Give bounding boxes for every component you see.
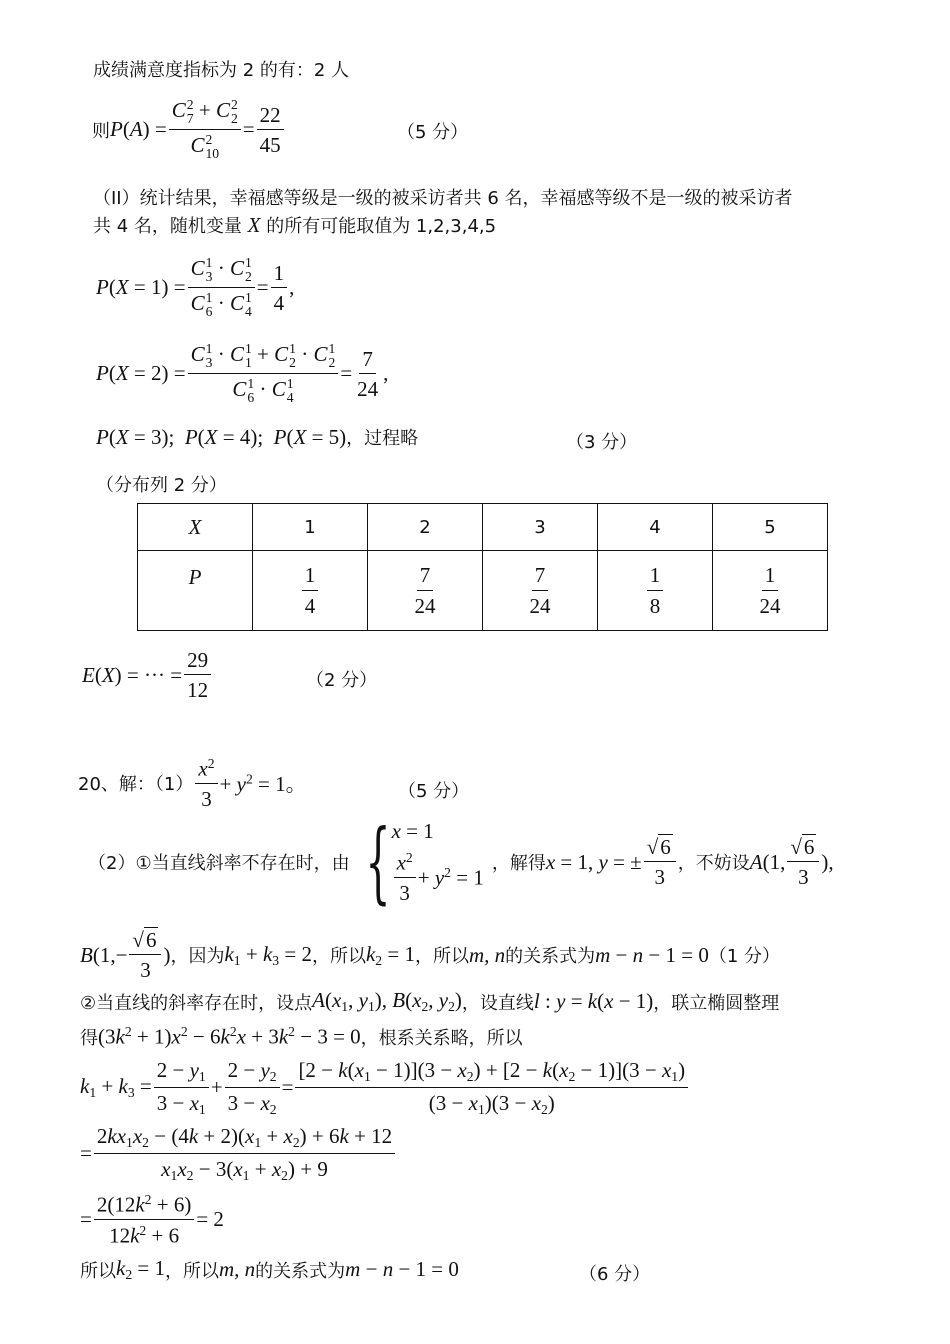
part2-text-a: （II）统计结果，幸福感等级是一级的被采访者共 6 名，幸福感等级不是一级的被采访者 (93, 188, 793, 209)
q20-part2-case1: （2）①当直线斜率不存在时，由 { x = 1 $\frac{x^2}{3}$ + $y^2 = 1$ ，解得 x = 1, y = ± $\frac{√6}{3}$ ，不妨设 A (1, $\frac{√6}{3}$ ), (88, 810, 834, 913)
prob-a-fraction: C 2 7 + C 2 2 C 2 10 (169, 98, 241, 161)
table-x-cell: 2 (368, 504, 483, 551)
table-p-cell: $\frac{7}{24}$ (483, 551, 598, 631)
table-x-label: X (138, 504, 253, 551)
expectation-formula: E(X) = ··· = $\frac{29}{12}$ (82, 648, 213, 702)
table-p-cell: $\frac{7}{24}$ (368, 551, 483, 631)
score-6: （6 分） (579, 1264, 651, 1285)
prob-a-formula: 则 P(A) = C 2 7 + C 2 2 C 2 10 = $\frac{22}{45}$ (92, 98, 286, 161)
table-p-cell: $\frac{1}{24}$ (713, 551, 828, 631)
q20-quadratic-line: 得 $(3k^2 + 1)x^2 - 6k^2x + 3k^2 - 3 = 0$ ，根系关系略，所以 (80, 1024, 523, 1049)
table-p-cell: $\frac{1}{8}$ (598, 551, 713, 631)
part2-text-b: 共 4 名，随机变量 X 的所有可能取值为 1,2,3,4,5 (93, 213, 497, 237)
prob-a-prefix: 则 (92, 120, 110, 142)
px345-line: P(X = 3); P(X = 4); P(X = 5) ，过程略 (96, 424, 419, 449)
score-3: （3 分） (566, 432, 638, 453)
distribution-table (137, 503, 828, 631)
q20-case2-line: ②当直线的斜率存在时，设点 $A(x_1$, $y_1$), $B(x_2$, $y_2$) ，设直线 l : y = k(x − 1) ，联立椭圆整理 (80, 988, 780, 1015)
table-row-x (138, 504, 828, 551)
table-x-cell: 5 (713, 504, 828, 551)
table-x-cell: 3 (483, 504, 598, 551)
score-5b: （5 分） (398, 781, 470, 802)
dist-note: （分布列 2 分） (96, 475, 227, 496)
px1-formula: P(X = 1) = C 1 3 · C 1 2 C 1 6 · C 1 4 = $\frac{1}{4}$ , (96, 255, 295, 319)
slope-sum-formula: $k_1 + k_3$ = $\frac{2 - y_1}{3 - x_1}$ + $\frac{2 - y_2}{3 - x_2}$ = $\frac{[2 - k(x_1 - 1)](3 - x_2) + [2 - k(x_2 - 1)](3 - x_1)}{(3 - x_1)(3 - x_2)}$ (80, 1058, 690, 1118)
table-x-cell: 1 (253, 504, 368, 551)
score-2: （2 分） (306, 670, 378, 691)
table-p-label: P (138, 551, 253, 631)
px2-formula: P(X = 2) = C 1 3 · C 1 1 + C 1 2 · C 1 2 C 1 6 · C 1 4 = $\frac{7}{24}$ , (96, 341, 389, 405)
score-5a: （5 分） (397, 122, 469, 143)
q20-b-line: B (1,− $\frac{√6}{3}$ ) ，因为 $k_1 + k_3 = 2$ ，所以 $k_2 = 1$ ，所以 m, n 的关系式为 m − n − 1 = 0 （1 分） (80, 928, 781, 983)
table-x-cell: 4 (598, 504, 713, 551)
prob-a-result: $\frac{22}{45}$ (257, 103, 284, 157)
slope-sum-step2: = $\frac{2kx_1x_2 - (4k + 2)(x_1 + x_2) + 6k + 12}{x_1x_2 - 3(x_1 + x_2) + 9}$ (80, 1124, 397, 1184)
q20-final-line: 所以 $k_2 = 1$ ，所以 m, n 的关系式为 m − n − 1 = 0 (80, 1256, 459, 1283)
q20-part1: 20、解：（1） $\frac{x^2}{3}$ + $y^2 = 1$。 (78, 756, 307, 811)
satisfaction-line: 成绩满意度指标为 2 的有：2 人 (93, 60, 350, 81)
table-p-cell: $\frac{1}{4}$ (253, 551, 368, 631)
slope-sum-step3: = $\frac{2(12k^2 + 6)}{12k^2 + 6}$ = 2 (80, 1192, 224, 1248)
table-row-p (138, 551, 828, 631)
